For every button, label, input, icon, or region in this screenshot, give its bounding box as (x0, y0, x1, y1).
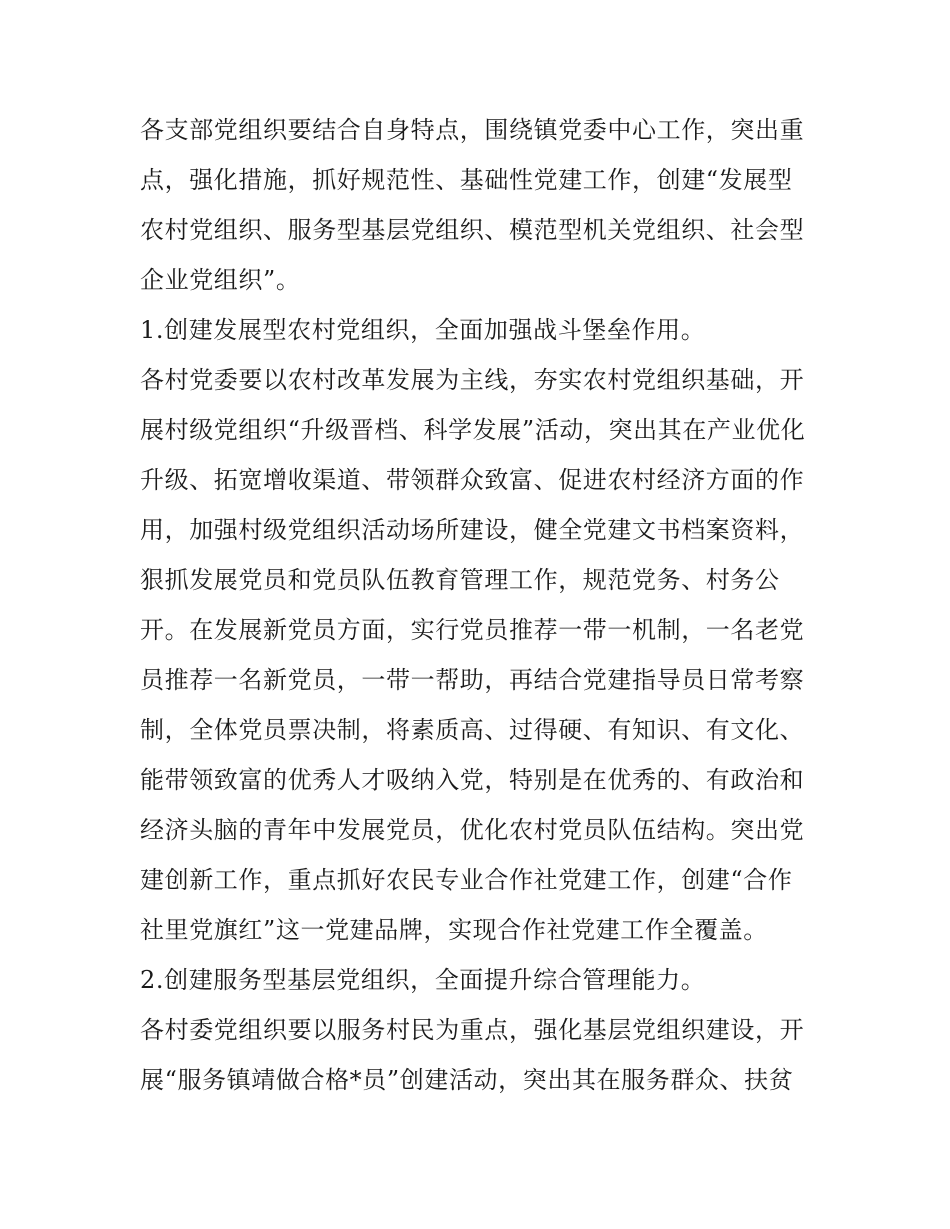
document-body (140, 105, 820, 1105)
text-line: 农村党组织、服务型基层党组织、模范型机关党组织、社会型 (140, 216, 805, 244)
text-line: 用，加强村级党组织活动场所建设，健全党建文书档案资料， (140, 516, 805, 544)
text-line: 各村委党组织要以服务村民为重点，强化基层党组织建设，开 (140, 1016, 805, 1044)
text-line: 升级、拓宽增收渠道、带领群众致富、促进农村经济方面的作 (140, 466, 805, 494)
text-line: 企业党组织”。 (140, 266, 301, 294)
text-line: 展村级党组织“升级晋档、科学发展”活动，突出其在产业优化 (140, 416, 806, 444)
section-heading-2: 2.创建服务型基层党组织，全面提升综合管理能力。 (140, 966, 706, 994)
text-line: 开。在发展新党员方面，实行党员推荐一带一机制，一名老党 (140, 616, 805, 644)
text-line: 经济头脑的青年中发展党员，优化农村党员队伍结构。突出党 (140, 816, 805, 844)
text-line: 社里党旗红”这一党建品牌，实现合作社党建工作全覆盖。 (140, 916, 768, 944)
text-line: 能带领致富的优秀人才吸纳入党，特别是在优秀的、有政治和 (140, 766, 805, 794)
text-line: 狠抓发展党员和党员队伍教育管理工作，规范党务、村务公 (140, 566, 780, 594)
section-heading-1: 1.创建发展型农村党组织，全面加强战斗堡垒作用。 (140, 316, 706, 344)
text-line: 制，全体党员票决制，将素质高、过得硬、有知识、有文化、 (140, 716, 805, 744)
text-line: 各村党委要以农村改革发展为主线，夯实农村党组织基础，开 (140, 366, 805, 394)
text-line: 点，强化措施，抓好规范性、基础性党建工作，创建“发展型 (140, 166, 793, 194)
text-line: 建创新工作，重点抓好农民专业合作社党建工作，创建“合作 (140, 866, 793, 894)
text-line: 展“服务镇靖做合格*员”创建活动，突出其在服务群众、扶贫 (140, 1066, 794, 1094)
text-line: 各支部党组织要结合自身特点，围绕镇党委中心工作，突出重 (140, 116, 805, 144)
text-line: 员推荐一名新党员，一带一帮助，再结合党建指导员日常考察 (140, 666, 805, 694)
